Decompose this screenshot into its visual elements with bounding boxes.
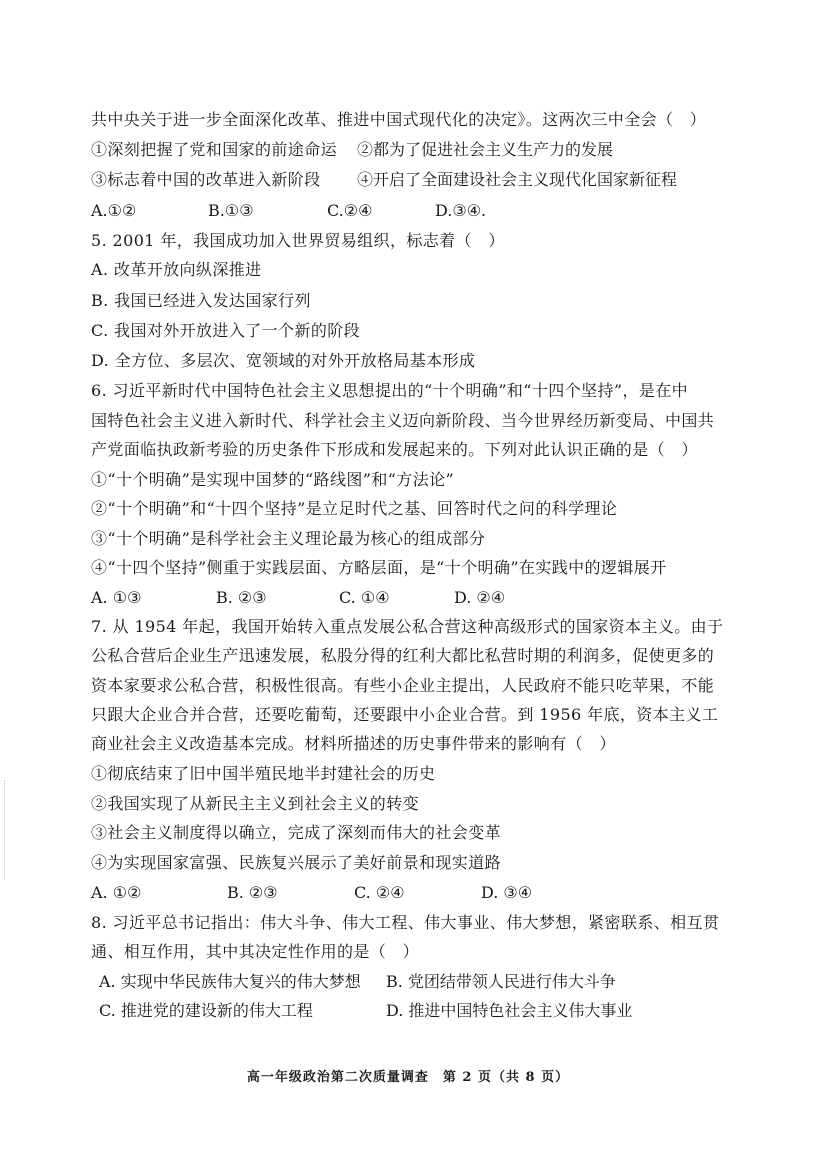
q4-option-d: D.③④. bbox=[435, 201, 487, 220]
q7-item-3: ③社会主义制度得以确立，完成了深刻而伟大的社会变革 bbox=[91, 823, 502, 842]
q5-stem: 5. 2001 年，我国成功加入世界贸易组织，标志着（ ） bbox=[91, 231, 505, 250]
q7-option-b: B. ②③ bbox=[227, 883, 278, 902]
q7-stem-line-5: 商业社会主义改造基本完成。材料所描述的历史事件带来的影响有（ ） bbox=[91, 734, 616, 753]
page-footer: 高一年级政治第二次质量调查 第 2 页（共 8 页） bbox=[246, 1070, 570, 1085]
q6-item-2: ②“十个明确”和“十四个坚持”是立足时代之基、回答时代之问的科学理论 bbox=[91, 499, 618, 518]
q7-option-c: C. ②④ bbox=[354, 883, 405, 902]
q5-option-d: D. 全方位、多层次、宽领域的对外开放格局基本形成 bbox=[91, 351, 476, 370]
q7-stem-line-2: 公私合营后企业生产迅速发展，私股分得的红利大都比私营时期的利润多，促使更多的 bbox=[91, 646, 715, 665]
q6-option-c: C. ①④ bbox=[339, 588, 390, 607]
q8-option-d: D. 推进中国特色社会主义伟大事业 bbox=[386, 1001, 633, 1020]
q7-stem-line-4: 只跟大企业合并合营，还要吃葡萄，还要跟中小企业合营。到 1956 年底，资本主义工 bbox=[91, 705, 719, 724]
q6-option-a: A. ①③ bbox=[91, 588, 142, 607]
q6-item-3: ③“十个明确”是科学社会主义理论最为核心的组成部分 bbox=[91, 529, 486, 548]
q4-item-1: ①深刻把握了党和国家的前途命运 bbox=[91, 140, 338, 159]
q4-item-4: ④开启了全面建设社会主义现代化国家新征程 bbox=[357, 170, 678, 189]
q4-stem-tail: 共中央关于进一步全面深化改革、推进中国式现代化的决定》。这两次三中全会（ ） bbox=[91, 110, 707, 129]
q6-option-d: D. ②④ bbox=[454, 588, 506, 607]
q6-stem-line-1: 6. 习近平新时代中国特色社会主义思想提出的“十个明确”和“十四个坚持”，是在中 bbox=[91, 381, 689, 400]
q6-item-1: ①“十个明确”是实现中国梦的“路线图”和“方法论” bbox=[91, 470, 455, 489]
q7-stem-line-1: 7. 从 1954 年起，我国开始转入重点发展公私合营这种高级形式的国家资本主义。由于 bbox=[91, 617, 724, 636]
q4-option-a: A.①② bbox=[91, 201, 137, 220]
q4-item-3: ③标志着中国的改革进入新阶段 bbox=[91, 170, 321, 189]
q7-item-1: ①彻底结束了旧中国半殖民地半封建社会的历史 bbox=[91, 764, 436, 783]
scan-speckle bbox=[4, 780, 7, 880]
q6-option-b: B. ②③ bbox=[216, 588, 267, 607]
q6-item-4: ④“十四个坚持”侧重于实践层面、方略层面，是“十个明确”在实践中的逻辑展开 bbox=[91, 558, 667, 577]
q8-option-c: C. 推进党的建设新的伟大工程 bbox=[99, 1001, 313, 1020]
q5-option-a: A. 改革开放向纵深推进 bbox=[91, 260, 262, 279]
q7-item-2: ②我国实现了从新民主主义到社会主义的转变 bbox=[91, 794, 420, 813]
q4-option-c: C.②④ bbox=[327, 201, 373, 220]
q7-option-d: D. ③④ bbox=[481, 883, 533, 902]
q8-option-b: B. 党团结带领人民进行伟大斗争 bbox=[386, 972, 616, 991]
q7-option-a: A. ①② bbox=[91, 883, 142, 902]
q4-item-2: ②都为了促进社会主义生产力的发展 bbox=[357, 140, 614, 159]
q8-stem-line-1: 8. 习近平总书记指出：伟大斗争、伟大工程、伟大事业、伟大梦想，紧密联系、相互贯 bbox=[91, 913, 720, 932]
q8-stem-line-2: 通、相互作用，其中其决定性作用的是（ ） bbox=[91, 942, 420, 961]
q7-item-4: ④为实现国家富强、民族复兴展示了美好前景和现实道路 bbox=[91, 853, 502, 872]
q6-stem-line-2: 国特色社会主义进入新时代、科学社会主义迈向新阶段、当今世界经历新变局、中国共 bbox=[91, 411, 715, 430]
q7-stem-line-3: 资本家要求公私合营，积极性很高。有些小企业主提出，人民政府不能只吃苹果，不能 bbox=[91, 676, 715, 695]
q5-option-c: C. 我国对外开放进入了一个新的阶段 bbox=[91, 321, 361, 340]
q4-option-b: B.①③ bbox=[208, 201, 254, 220]
q8-option-a: A. 实现中华民族伟大复兴的伟大梦想 bbox=[99, 972, 361, 991]
q5-option-b: B. 我国已经进入发达国家行列 bbox=[91, 291, 311, 310]
q6-stem-line-3: 产党面临执政新考验的历史条件下形成和发展起来的。下列对此认识正确的是（ ） bbox=[91, 440, 698, 459]
